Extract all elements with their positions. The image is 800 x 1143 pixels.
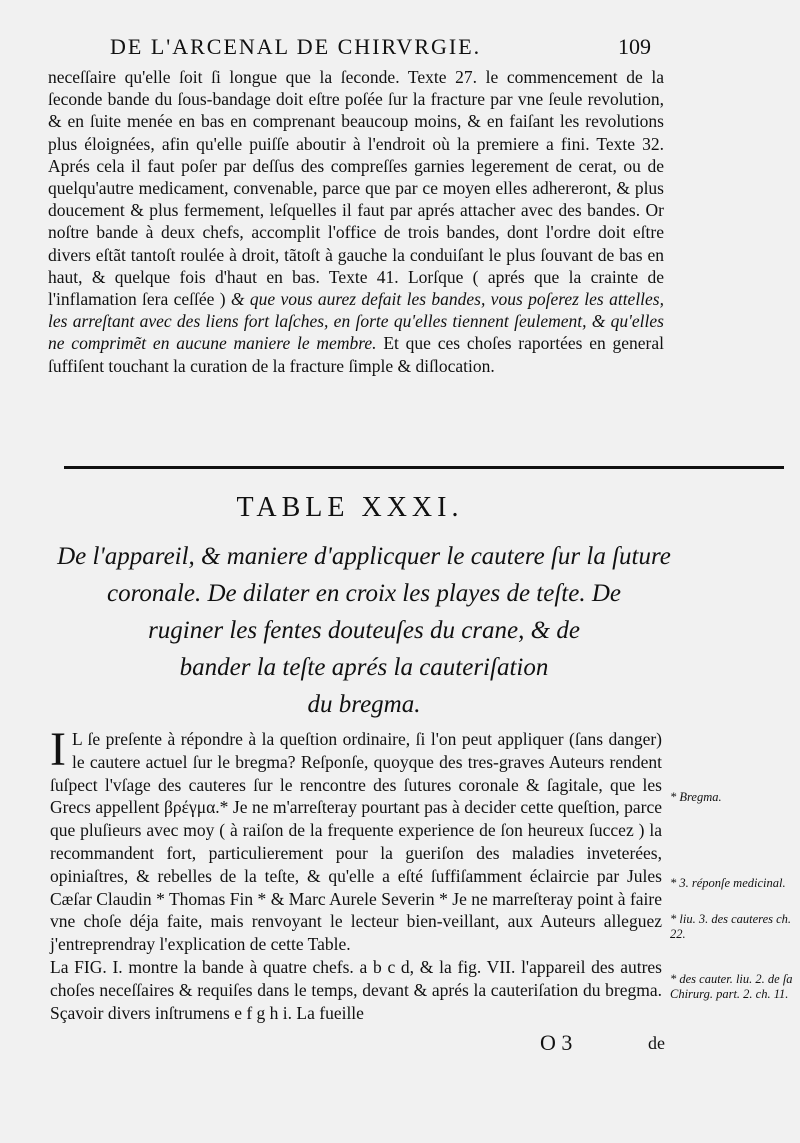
- page-number: 109: [618, 34, 651, 59]
- section-divider: [64, 466, 784, 469]
- catchword: de: [648, 1033, 665, 1053]
- text-italic: & que vous aurez defait les bandes, vous poſerez les attelles, les arreſtant avec des liens fort laſches, en ſorte qu'elles tiennent ſeulement, & qu'elles ne comprimẽt en aucune maniere le membre.: [48, 289, 664, 354]
- subtitle-line: ruginer les fentes douteuſes du crane, & de: [148, 617, 580, 644]
- paragraph: La FIG. I. montre la bande à quatre chefs. a b c d, & la fig. VII. l'appareil des autres choſes neceſſaires & requiſes dans le temps, devant & aprés la cauteriſation du bregma. Sçavoir divers inſtrumens e f g h i. La fueille: [50, 956, 662, 1023]
- margin-note: * liu. 3. des cauteres ch. 22.: [670, 912, 792, 941]
- running-head: DE L'ARCENAL DE CHIRVRGIE.: [110, 34, 482, 59]
- paragraph: [48, 66, 664, 377]
- signature-mark: O 3: [540, 1030, 573, 1055]
- paragraph-text: L ſe preſente à répondre à la queſtion ordinaire, ſi l'on peut appliquer (ſans danger) le cautere actuel ſur le bregma? Reſponſe, quoyque des tres-graves Auteurs rendent ſuſpect l'vſage des cauteres ſur le rencontre des ſutures coronale & ſagitale, que les Grecs appellent βρέγμα.* Je ne m'arreſteray pourtant pas à decider cette queſtion, parce que pluſieurs avec moy ( à raiſon de la frequente experience de ſon heureux ſuccez ) la recommandent fort, particulierement pour la gueriſon des maladies inveterées, opiniaſtres, & rebelles de la teſte, & qu'elle a eſté ſuffiſamment éclaircie par Jules Cæſar Claudin * Thomas Fin * & Marc Aurele Severin * Je ne marreſteray point à faire vne choſe déja faite, mais renvoyant le lecteur bien-veillant, aux Auteurs alleguez j'entreprendray l'explication de cette Table.: [50, 729, 662, 955]
- text-roman: neceſſaire qu'elle ſoit ſi longue que la ſeconde. Texte 27. le commencement de la ſeconde bande du ſous-bandage doit eſtre poſée ſur la fracture par vne ſeule revolution, & en ſuite menée en bas en comprenant beaucoup moins, & en faiſant les revolutions plus éloignées, afin qu'elle puiſſe aboutir à l'endroit où la premiere a fini. Texte 32. Aprés cela il faut poſer par deſſus des compreſſes garnies legerement de cerat, ou de quelqu'autre medicament, convenable, parce que par ce moyen elles adhereront, & plus doucement & plus fermement, leſquelles il faut par aprés attacher avec des bandes. Or noſtre bande à deux chefs, accomplit l'office de trois bandes, dont l'ordre doit eſtre divers eſtãt tantoſt roulée à droit, tãtoſt à gauche la conduiſant le plus ſouvant de bas en haut, & quelque fois d'haut en bas. Texte 41. Lorſque ( aprés que la crainte de l'inflamation ſera ceſſée ): [48, 67, 664, 310]
- paragraph: [50, 723, 662, 956]
- margin-note: * Bregma.: [670, 790, 722, 804]
- text-roman-end: Et que ces choſes raportées en general ſuffiſent touchant la curation de la fracture ſimple & diſlocation.: [48, 333, 665, 376]
- continued-text: [48, 66, 664, 377]
- subtitle-line: bander la teſte aprés la cauteriſation: [179, 654, 549, 681]
- drop-cap: I: [50, 723, 66, 776]
- margin-note: * 3. réponſe medicinal.: [670, 876, 786, 890]
- subtitle-line: coronale. De dilater en croix les playes de teſte. De: [107, 580, 621, 607]
- table-subtitle: [44, 538, 684, 723]
- subtitle-line: De l'appareil, & maniere d'applicquer le cautere ſur la ſuture: [57, 543, 671, 570]
- table-title: TABLE XXXI.: [236, 492, 464, 523]
- subtitle-line: du bregma.: [307, 691, 421, 718]
- margin-note: * des cauter. liu. 2. de ſa Chirurg. part. 2. ch. 11.: [670, 972, 793, 1001]
- body-text: [50, 723, 662, 1024]
